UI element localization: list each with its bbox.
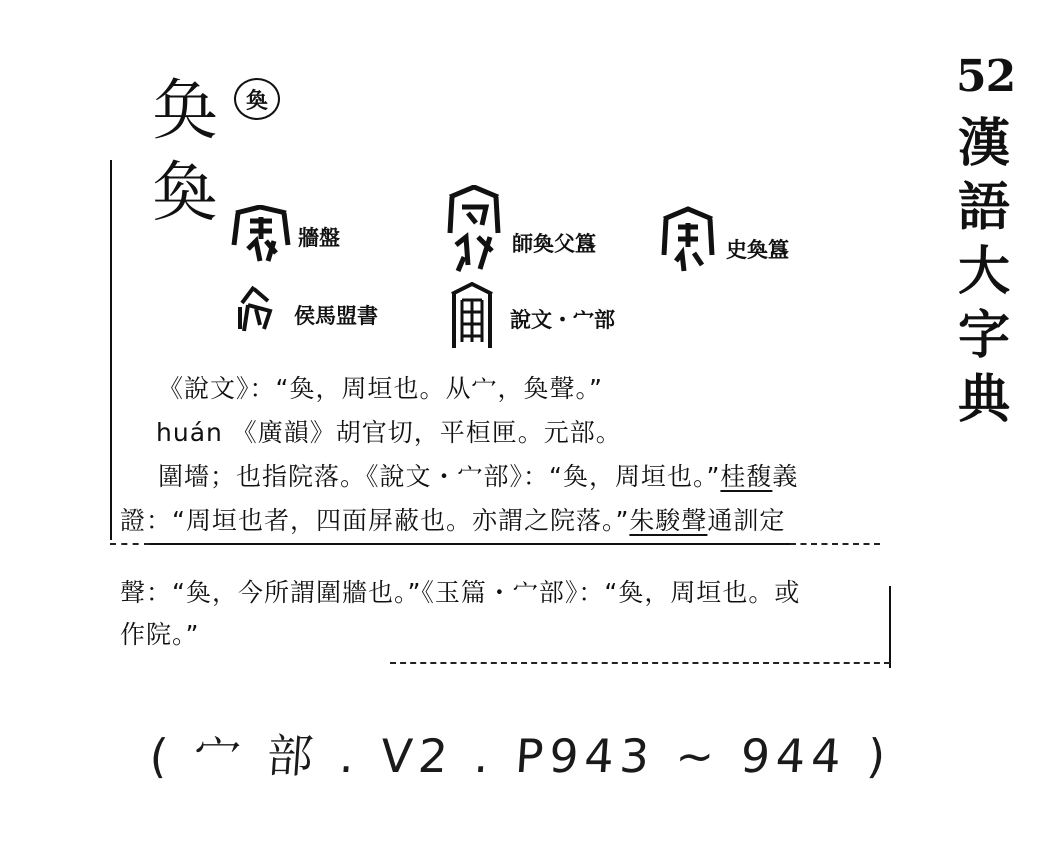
title-char: 典 bbox=[957, 370, 1010, 430]
definition-line: 聲：“奐，今所謂圍牆也。”《玉篇・宀部》：“奐，周垣也。或 bbox=[120, 578, 801, 607]
seal-glyph-image bbox=[448, 282, 496, 352]
headword-simplified: 奂 bbox=[152, 72, 218, 149]
headword-traditional: 奐 bbox=[152, 154, 218, 231]
headword-marker: 奐 bbox=[234, 78, 280, 120]
title-char: 字 bbox=[957, 306, 1010, 366]
definition-line bbox=[158, 464, 798, 489]
handwritten-reference-note: ( 宀 部 . V2 . P943 ~ 944 ) bbox=[147, 729, 894, 783]
definition-text: 圍墻；也指院落。《說文・宀部》：“奐，周垣也。” bbox=[158, 462, 721, 491]
block-separator-dash bbox=[790, 543, 880, 545]
frame-right-rule bbox=[889, 586, 891, 668]
frame-left-rule bbox=[110, 160, 112, 540]
definition-line: 作院。” bbox=[120, 620, 200, 649]
block-separator-dash bbox=[110, 543, 150, 545]
glyph-source-label: 師奐父簋 bbox=[512, 232, 596, 256]
glyph-source-label: 侯馬盟書 bbox=[294, 304, 378, 328]
block-separator-rule bbox=[150, 543, 790, 545]
bronze-glyph-image bbox=[230, 205, 292, 265]
page-number: 52 bbox=[956, 51, 1016, 102]
cited-author: 桂馥 bbox=[720, 462, 773, 491]
title-char: 漢 bbox=[957, 114, 1010, 174]
definition-line bbox=[120, 508, 785, 533]
glyph-source-label: 史奐簋 bbox=[726, 238, 789, 262]
definition-text: 通訓定 bbox=[707, 506, 786, 535]
frame-bottom-dash bbox=[390, 662, 890, 664]
bronze-glyph-image bbox=[446, 185, 502, 275]
definition-text: 義 bbox=[772, 462, 799, 491]
definition-line: 《說文》：“奐，周垣也。从宀，奐聲。” bbox=[158, 374, 603, 403]
glyph-source-label: 牆盤 bbox=[298, 226, 340, 250]
title-char: 大 bbox=[957, 242, 1010, 302]
definition-text: 證：“周垣也者，四面屏蔽也。亦謂之院落。” bbox=[120, 506, 630, 535]
glyph-source-label: 說文・宀部 bbox=[510, 308, 615, 332]
bronze-glyph-image bbox=[234, 285, 276, 333]
title-char: 語 bbox=[957, 178, 1010, 238]
cited-author: 朱駿聲 bbox=[629, 506, 708, 535]
dictionary-title bbox=[954, 112, 1014, 432]
pronunciation-line: huán 《廣韻》胡官切，平桓匣。元部。 bbox=[156, 418, 622, 447]
bronze-glyph-image bbox=[660, 205, 716, 275]
